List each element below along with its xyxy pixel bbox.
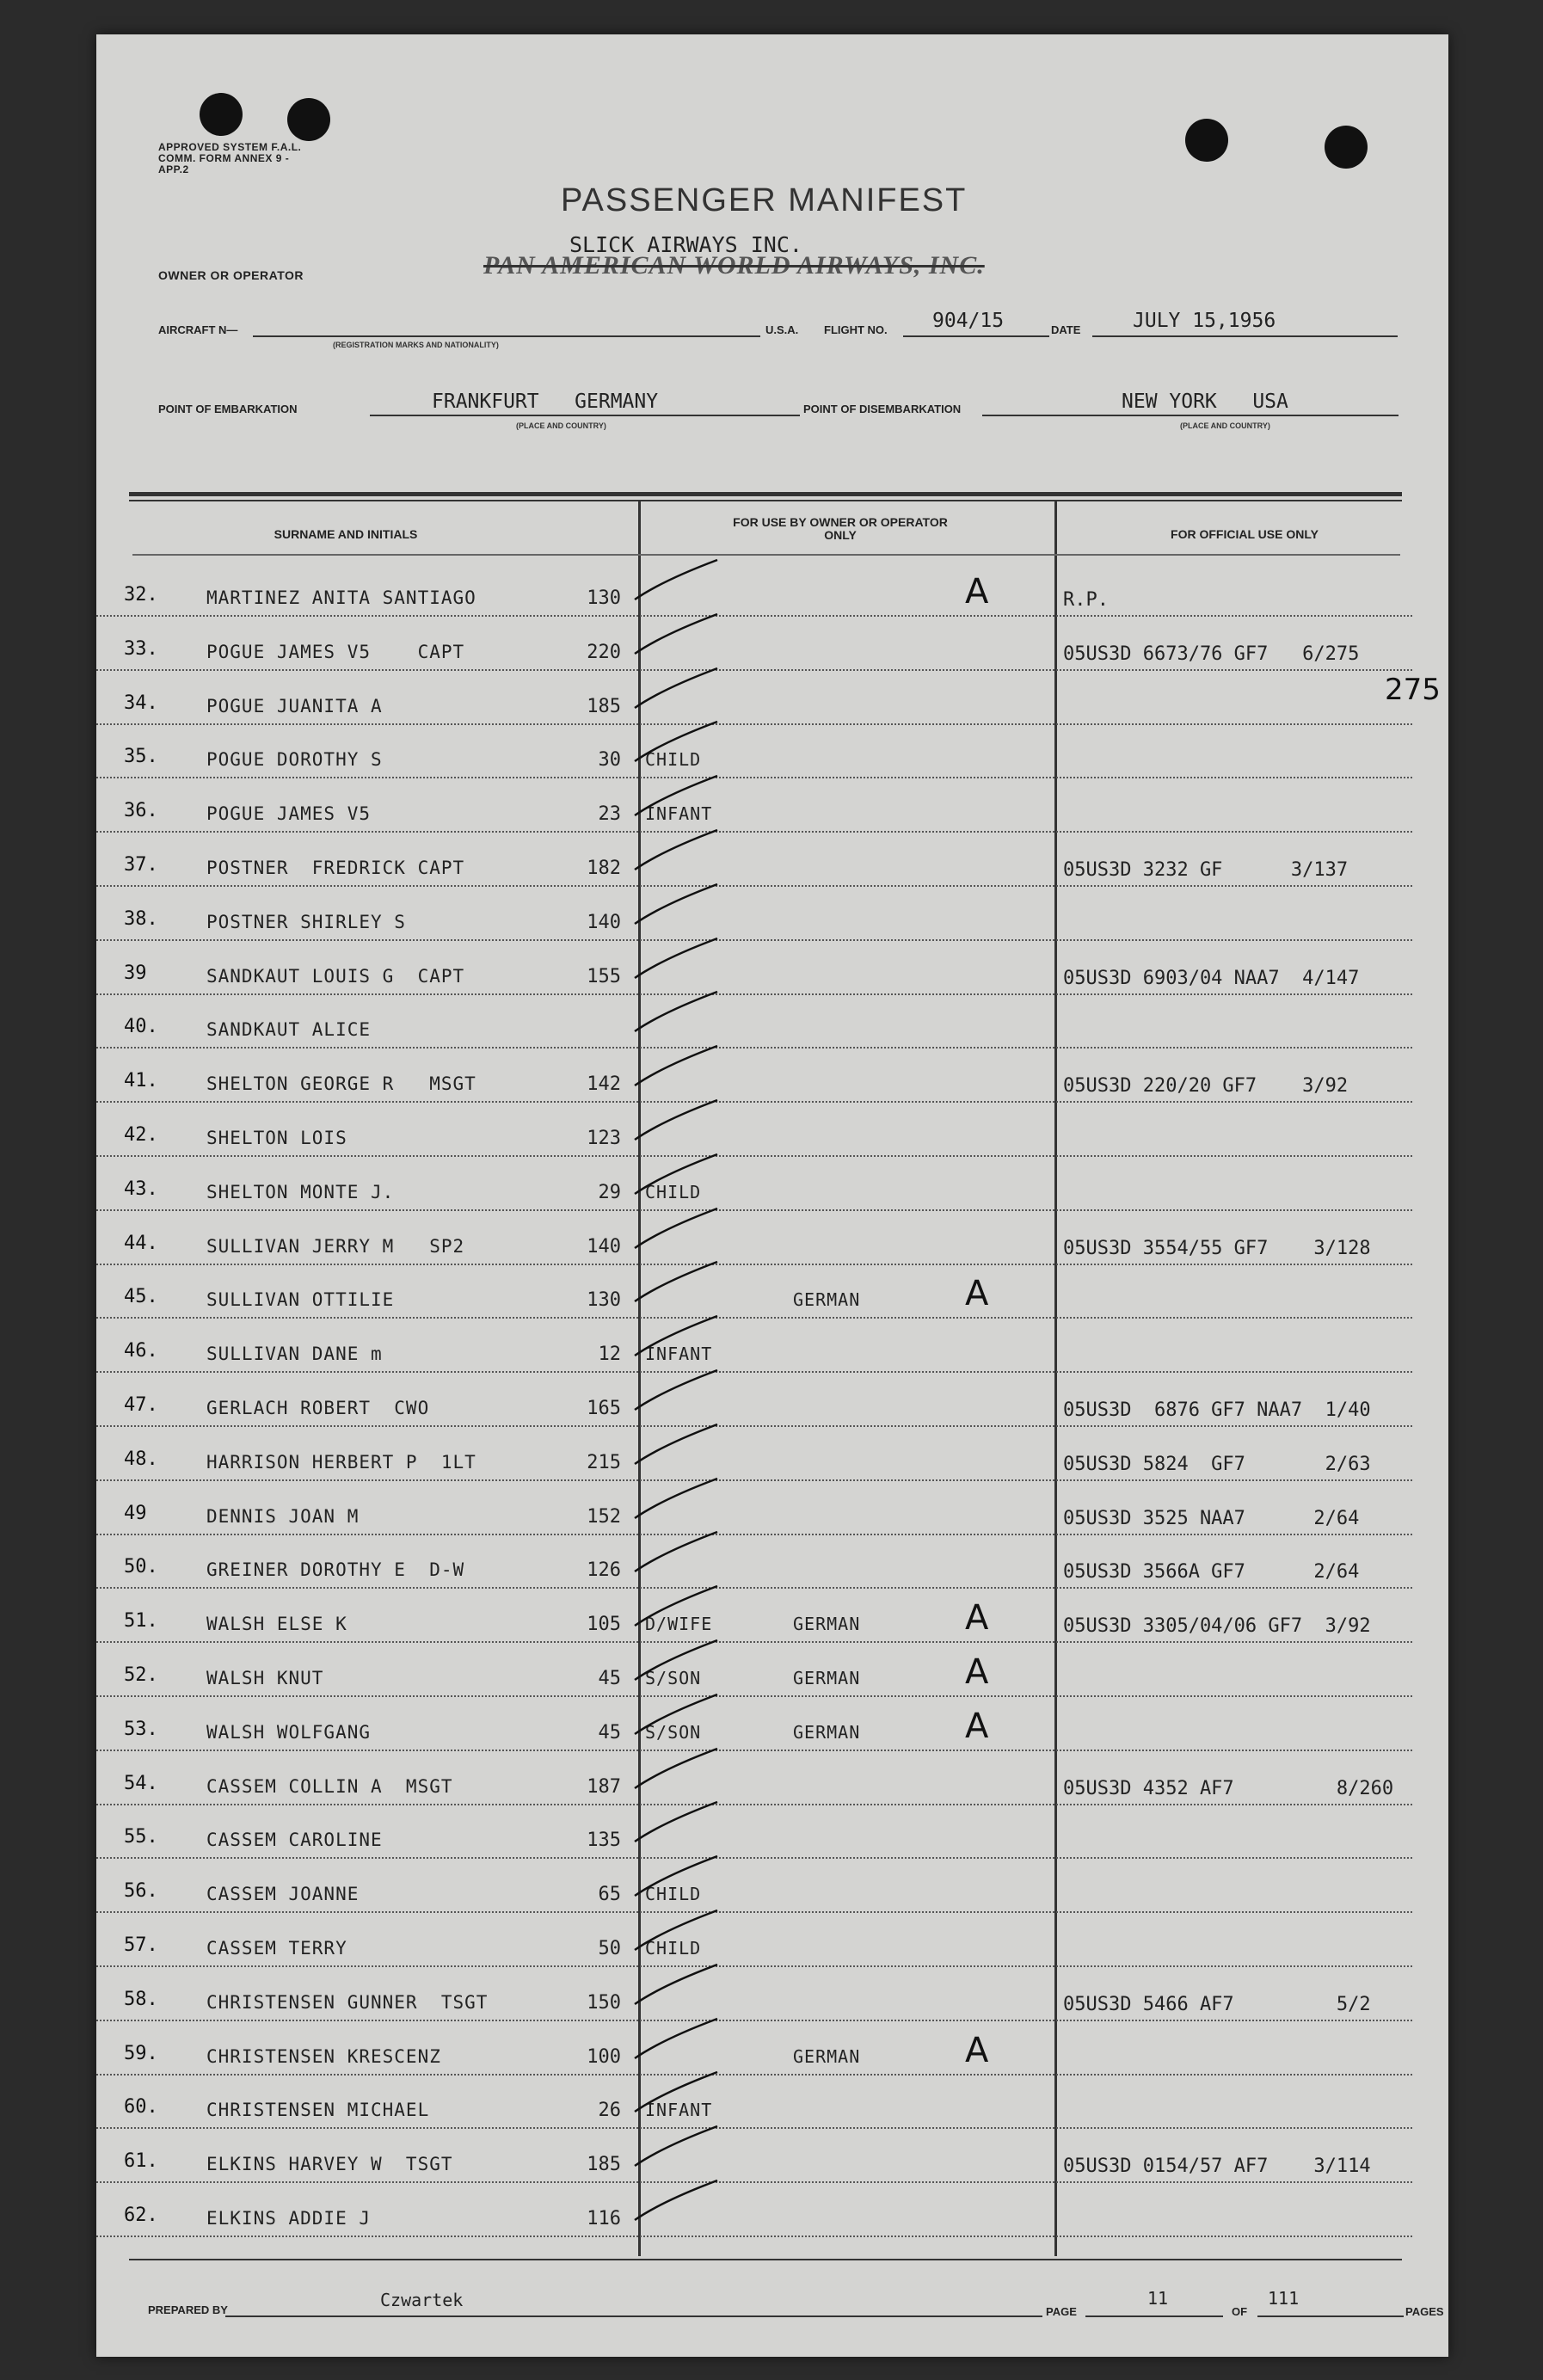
handwritten-mark: A — [965, 1652, 989, 1692]
table-top-rule — [129, 500, 1402, 501]
row-dotted-line — [96, 939, 1412, 941]
check-mark-icon — [628, 1203, 722, 1255]
owner-remark: INFANT — [645, 1344, 713, 1365]
owner-remark: INFANT — [645, 803, 713, 825]
row-number: 48. — [124, 1448, 158, 1470]
row-number: 62. — [124, 2205, 158, 2226]
passenger-weight: 105 — [587, 1614, 621, 1636]
passenger-weight: 155 — [587, 965, 621, 987]
passenger-name: CHRISTENSEN KRESCENZ — [206, 2045, 441, 2067]
row-dotted-line — [96, 2181, 1412, 2183]
check-mark-icon — [628, 1905, 722, 1957]
date-line — [1092, 335, 1398, 337]
passenger-row — [96, 626, 1448, 680]
row-number: 57. — [124, 1934, 158, 1956]
passenger-name: POGUE JUANITA A — [206, 695, 383, 716]
official-remark: 05US3D 3525 NAA7 2/64 — [1063, 1507, 1360, 1529]
check-mark-icon — [628, 1473, 722, 1525]
passenger-row — [96, 1977, 1448, 2030]
passenger-weight: 116 — [587, 2208, 621, 2229]
passenger-row — [96, 1707, 1448, 1760]
passenger-weight: 142 — [587, 1073, 621, 1096]
passenger-row — [96, 1382, 1448, 1436]
check-mark-icon — [628, 1419, 722, 1471]
row-number: 47. — [124, 1394, 158, 1416]
passenger-row — [96, 950, 1448, 1004]
row-number: 36. — [124, 800, 158, 822]
passenger-weight: 152 — [587, 1505, 621, 1528]
passenger-row — [96, 572, 1448, 625]
official-remark: 05US3D 0154/57 AF7 3/114 — [1063, 2156, 1371, 2178]
page-title: PASSENGER MANIFEST — [561, 182, 968, 218]
flight-date: JULY 15,1956 — [1133, 310, 1276, 332]
passenger-row — [96, 1112, 1448, 1165]
passenger-row — [96, 1491, 1448, 1544]
passenger-row — [96, 1922, 1448, 1976]
check-mark-icon — [628, 1095, 722, 1147]
check-mark-icon — [628, 1149, 722, 1201]
passenger-name: CHRISTENSEN MICHAEL — [206, 2100, 430, 2121]
footer-line — [1085, 2315, 1223, 2317]
nationality: GERMAN — [793, 1289, 861, 1311]
row-number: 53. — [124, 1718, 158, 1740]
passenger-name: POSTNER FREDRICK CAPT — [206, 858, 465, 878]
official-remark: 05US3D 3232 GF 3/137 — [1063, 859, 1349, 881]
check-mark-icon — [628, 933, 722, 985]
row-number: 58. — [124, 1988, 158, 2010]
passenger-row — [96, 842, 1448, 895]
row-dotted-line — [96, 1371, 1412, 1373]
passenger-name: SULLIVAN DANE m — [206, 1344, 383, 1365]
row-number: 61. — [124, 2150, 158, 2173]
passenger-name: CASSEM COLLIN A MSGT — [206, 1775, 453, 1797]
passenger-row — [96, 2138, 1448, 2192]
passenger-row — [96, 1544, 1448, 1597]
passenger-weight: 50 — [598, 1938, 621, 1959]
row-number: 56. — [124, 1880, 158, 1903]
row-dotted-line — [96, 723, 1412, 725]
passenger-row — [96, 680, 1448, 734]
row-dotted-line — [96, 1425, 1412, 1427]
row-number: 39 — [124, 962, 147, 984]
passenger-row — [96, 1166, 1448, 1220]
nationality: GERMAN — [793, 1668, 861, 1688]
row-number: 44. — [124, 1232, 158, 1254]
passenger-name: MARTINEZ ANITA SANTIAGO — [206, 587, 476, 608]
row-dotted-line — [96, 2074, 1412, 2076]
official-remark: 05US3D 4352 AF7 8/260 — [1063, 1777, 1394, 1799]
passenger-name: SANDKAUT LOUIS G CAPT — [206, 965, 465, 987]
row-dotted-line — [96, 1479, 1412, 1481]
row-number: 49 — [124, 1502, 147, 1524]
passenger-name: POSTNER SHIRLEY S — [206, 911, 406, 932]
check-mark-icon — [628, 2175, 722, 2227]
row-dotted-line — [96, 1911, 1412, 1913]
passenger-name: SHELTON MONTE J. — [206, 1181, 395, 1202]
check-mark-icon — [628, 825, 722, 876]
surname-column-header: SURNAME AND INITIALS — [274, 527, 418, 541]
row-dotted-line — [96, 1750, 1412, 1751]
handwritten-mark: A — [965, 1274, 989, 1314]
row-dotted-line — [96, 777, 1412, 778]
passenger-name: HARRISON HERBERT P 1LT — [206, 1451, 476, 1473]
flight-number: 904/15 — [932, 310, 1005, 332]
owner-use-column-header: FOR USE BY OWNER OR OPERATOR ONLY — [733, 515, 948, 542]
owner-remark: CHILD — [645, 1884, 702, 1905]
owner-remark: INFANT — [645, 2100, 713, 2121]
row-number: 41. — [124, 1070, 158, 1092]
row-number: 40. — [124, 1016, 158, 1038]
row-number: 50. — [124, 1556, 158, 1578]
pages-label: PAGES — [1405, 2305, 1444, 2318]
page-number: 11 — [1147, 2288, 1169, 2309]
official-remark: R.P. — [1063, 589, 1109, 611]
passenger-name: POGUE JAMES V5 CAPT — [206, 641, 465, 662]
row-dotted-line — [96, 1965, 1412, 1967]
row-dotted-line — [96, 1155, 1412, 1157]
row-dotted-line — [96, 1804, 1412, 1805]
official-remark: 05US3D 6903/04 NAA7 4/147 — [1063, 967, 1360, 989]
passenger-weight: 150 — [587, 1991, 621, 2014]
check-mark-icon — [628, 1851, 722, 1903]
check-mark-icon — [628, 663, 722, 715]
row-dotted-line — [96, 2127, 1412, 2129]
passenger-name: GREINER DOROTHY E D-W — [206, 1559, 465, 1581]
passenger-weight: 215 — [587, 1451, 621, 1473]
passenger-name: CHRISTENSEN GUNNER TSGT — [206, 1991, 489, 2013]
check-mark-icon — [628, 1635, 722, 1687]
punch-hole — [200, 93, 243, 136]
footer-line — [1257, 2315, 1404, 2317]
official-remark: 05US3D 3305/04/06 GF7 3/92 — [1063, 1615, 1371, 1638]
row-dotted-line — [96, 993, 1412, 995]
passenger-weight: 140 — [587, 1235, 621, 1258]
passenger-weight: 182 — [587, 858, 621, 879]
official-remark: 05US3D 5466 AF7 5/2 — [1063, 1993, 1371, 2015]
row-dotted-line — [96, 2020, 1412, 2021]
row-number: 34. — [124, 692, 158, 714]
official-remark: 05US3D 6673/76 GF7 6/275 — [1063, 643, 1360, 665]
row-number: 54. — [124, 1772, 158, 1794]
row-dotted-line — [96, 1047, 1412, 1049]
passenger-weight: 165 — [587, 1398, 621, 1419]
passenger-name: WALSH KNUT — [206, 1668, 324, 1688]
row-dotted-line — [96, 2235, 1412, 2237]
passenger-name: CASSEM TERRY — [206, 1938, 347, 1959]
official-remark: 05US3D 3566A GF7 2/64 — [1063, 1561, 1360, 1584]
row-number: 43. — [124, 1178, 158, 1200]
row-dotted-line — [96, 669, 1412, 671]
page-total: 111 — [1268, 2288, 1300, 2309]
disembark-line — [982, 415, 1399, 416]
owner-remark: CHILD — [645, 1181, 702, 1202]
passenger-name: GERLACH ROBERT CWO — [206, 1398, 430, 1418]
passenger-weight: 45 — [598, 1721, 621, 1743]
check-mark-icon — [628, 716, 722, 771]
passenger-name: WALSH ELSE K — [206, 1614, 347, 1635]
prepared-by-value: Czwartek — [380, 2290, 464, 2310]
operator-typed: SLICK AIRWAYS INC. — [569, 232, 802, 257]
embark-value: FRANKFURT GERMANY — [432, 391, 659, 413]
official-remark: 05US3D 5824 GF7 2/63 — [1063, 1453, 1371, 1475]
check-mark-icon — [628, 1311, 722, 1365]
passenger-name: POGUE DOROTHY S — [206, 749, 383, 771]
handwritten-mark: A — [965, 1706, 989, 1746]
passenger-row — [96, 734, 1448, 787]
check-mark-icon — [628, 2067, 722, 2119]
passenger-weight: 30 — [598, 749, 621, 772]
row-dotted-line — [96, 1534, 1412, 1535]
row-dotted-line — [96, 885, 1412, 887]
row-number: 42. — [124, 1124, 158, 1146]
row-number: 55. — [124, 1826, 158, 1848]
passenger-row — [96, 788, 1448, 841]
passenger-weight: 100 — [587, 2045, 621, 2068]
check-mark-icon — [628, 879, 722, 931]
passenger-weight: 130 — [587, 587, 621, 609]
passenger-weight: 220 — [587, 641, 621, 663]
owner-remark: S/SON — [645, 1668, 702, 1688]
check-mark-icon — [628, 1041, 722, 1092]
passenger-row — [96, 1058, 1448, 1111]
passenger-name: SANDKAUT ALICE — [206, 1019, 372, 1041]
passenger-weight: 126 — [587, 1559, 621, 1582]
passenger-name: WALSH WOLFGANG — [206, 1721, 372, 1743]
of-label: OF — [1232, 2305, 1248, 2318]
passenger-weight: 12 — [598, 1344, 621, 1366]
row-dotted-line — [96, 1317, 1412, 1319]
check-mark-icon — [628, 1257, 722, 1308]
passenger-weight: 185 — [587, 695, 621, 717]
passenger-name: DENNIS JOAN M — [206, 1505, 360, 1527]
aircraft-line — [253, 335, 760, 337]
handwritten-note: 275 — [1385, 673, 1441, 707]
passenger-name: CASSEM JOANNE — [206, 1884, 360, 1905]
date-label: DATE — [1051, 323, 1081, 336]
check-mark-icon — [628, 555, 722, 606]
passenger-row — [96, 1004, 1448, 1057]
table-bottom-rule — [129, 2259, 1402, 2260]
passenger-weight: 26 — [598, 2100, 621, 2122]
owner-label: OWNER OR OPERATOR — [158, 268, 304, 282]
check-mark-icon — [628, 987, 722, 1038]
passenger-row — [96, 1436, 1448, 1490]
disembark-value: NEW YORK USA — [1122, 391, 1288, 413]
punch-hole — [287, 98, 330, 141]
approval-stamp: APPROVED SYSTEM F.A.L. COMM. FORM ANNEX 9 - APP.2 — [158, 141, 302, 175]
punch-hole — [1185, 119, 1228, 162]
embark-label: POINT OF EMBARKATION — [158, 403, 298, 415]
official-remark: 05US3D 6876 GF7 NAA7 1/40 — [1063, 1399, 1371, 1421]
official-remark: 05US3D 220/20 GF7 3/92 — [1063, 1075, 1349, 1098]
passenger-row — [96, 1761, 1448, 1814]
passenger-weight: 130 — [587, 1289, 621, 1312]
owner-remark: D/WIFE — [645, 1614, 713, 1635]
passenger-name: ELKINS ADDIE J — [206, 2208, 372, 2229]
handwritten-mark: A — [965, 572, 989, 612]
check-mark-icon — [628, 2014, 722, 2065]
passenger-weight: 45 — [598, 1668, 621, 1689]
passenger-row — [96, 1814, 1448, 1867]
check-mark-icon — [628, 1581, 722, 1633]
row-number: 35. — [124, 746, 158, 768]
passenger-weight: 29 — [598, 1181, 621, 1203]
header-bottom-rule — [132, 554, 1400, 556]
passenger-name: SULLIVAN JERRY M SP2 — [206, 1235, 465, 1257]
row-dotted-line — [96, 1641, 1412, 1643]
row-number: 52. — [124, 1664, 158, 1686]
official-remark: 05US3D 3554/55 GF7 3/128 — [1063, 1237, 1371, 1259]
nationality: GERMAN — [793, 1614, 861, 1635]
row-dotted-line — [96, 1857, 1412, 1859]
registration-caption: (REGISTRATION MARKS AND NATIONALITY) — [333, 341, 499, 349]
row-number: 45. — [124, 1286, 158, 1308]
check-mark-icon — [628, 1743, 722, 1795]
disembark-label: POINT OF DISEMBARKATION — [803, 403, 962, 415]
owner-remark: CHILD — [645, 749, 702, 771]
footer-line — [225, 2315, 1042, 2317]
passenger-weight: 140 — [587, 911, 621, 933]
place-caption: (PLACE AND COUNTRY) — [1180, 421, 1270, 430]
page-label: PAGE — [1046, 2305, 1077, 2318]
row-number: 37. — [124, 854, 158, 876]
embark-line — [370, 415, 800, 416]
row-dotted-line — [96, 615, 1412, 617]
passenger-row — [96, 1868, 1448, 1922]
passenger-name: SHELTON LOIS — [206, 1128, 347, 1148]
flight-line — [903, 335, 1049, 337]
passenger-row — [96, 2084, 1448, 2137]
row-dotted-line — [96, 831, 1412, 833]
row-number: 59. — [124, 2042, 158, 2064]
official-use-column-header: FOR OFFICIAL USE ONLY — [1171, 527, 1319, 541]
passenger-weight: 185 — [587, 2154, 621, 2176]
row-dotted-line — [96, 1101, 1412, 1103]
row-number: 33. — [124, 637, 158, 660]
passenger-row — [96, 1598, 1448, 1651]
prepared-by-label: PREPARED BY — [148, 2303, 228, 2316]
passenger-row — [96, 896, 1448, 950]
check-mark-icon — [628, 1527, 722, 1578]
check-mark-icon — [628, 1797, 722, 1848]
passenger-row — [96, 2031, 1448, 2084]
passenger-name: SULLIVAN OTTILIE — [206, 1289, 395, 1311]
row-number: 38. — [124, 907, 158, 930]
passenger-row — [96, 1652, 1448, 1706]
passenger-weight: 123 — [587, 1128, 621, 1149]
flight-label: FLIGHT NO. — [824, 323, 888, 336]
row-dotted-line — [96, 1695, 1412, 1697]
passenger-row — [96, 2192, 1448, 2246]
check-mark-icon — [628, 1365, 722, 1417]
table-top-rule — [129, 492, 1402, 496]
passenger-row — [96, 1328, 1448, 1381]
place-caption: (PLACE AND COUNTRY) — [516, 421, 606, 430]
row-dotted-line — [96, 1264, 1412, 1265]
nationality: GERMAN — [793, 1721, 861, 1743]
check-mark-icon — [628, 1689, 722, 1741]
row-dotted-line — [96, 1209, 1412, 1211]
usa-label: U.S.A. — [765, 323, 799, 336]
handwritten-mark: A — [965, 1598, 989, 1639]
passenger-weight: 135 — [587, 1830, 621, 1852]
operator-printed: PAN AMERICAN WORLD AIRWAYS, INC. — [483, 251, 985, 280]
check-mark-icon — [628, 1959, 722, 2011]
owner-remark: S/SON — [645, 1721, 702, 1743]
row-number: 46. — [124, 1340, 158, 1362]
punch-hole — [1325, 126, 1368, 169]
check-mark-icon — [628, 609, 722, 661]
passenger-name: ELKINS HARVEY W TSGT — [206, 2154, 453, 2175]
row-number: 32. — [124, 584, 158, 606]
passenger-name: SHELTON GEORGE R MSGT — [206, 1073, 476, 1095]
passenger-weight: 65 — [598, 1884, 621, 1906]
check-mark-icon — [628, 771, 722, 825]
passenger-weight: 23 — [598, 803, 621, 826]
row-dotted-line — [96, 1587, 1412, 1589]
aircraft-label: AIRCRAFT N— — [158, 323, 238, 336]
passenger-weight: 187 — [587, 1775, 621, 1798]
passenger-name: CASSEM CAROLINE — [206, 1830, 383, 1851]
passenger-row — [96, 1274, 1448, 1327]
owner-remark: CHILD — [645, 1938, 702, 1959]
check-mark-icon — [628, 2121, 722, 2173]
row-number: 60. — [124, 2096, 158, 2119]
row-number: 51. — [124, 1610, 158, 1633]
passenger-row — [96, 1221, 1448, 1274]
passenger-name: POGUE JAMES V5 — [206, 803, 372, 825]
nationality: GERMAN — [793, 2045, 861, 2067]
manifest-sheet — [96, 34, 1448, 2357]
handwritten-mark: A — [965, 2030, 989, 2070]
